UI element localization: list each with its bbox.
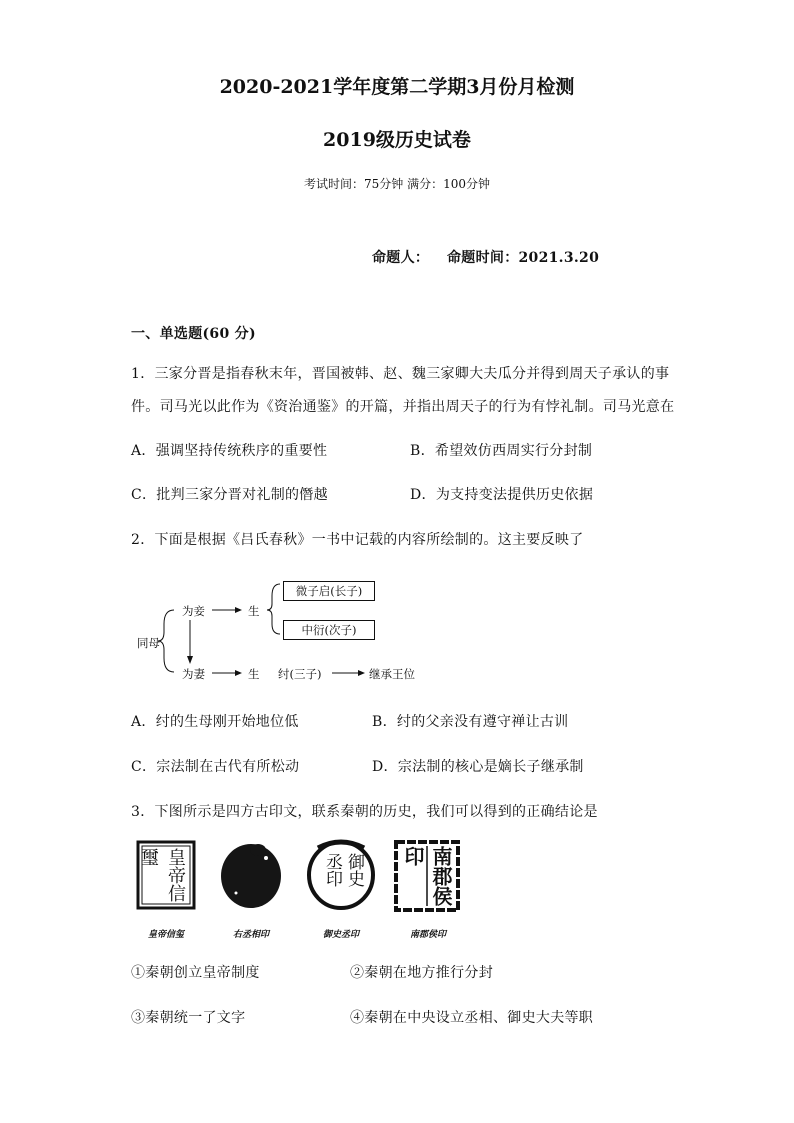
seal-caption-4: 南郡侯印 <box>409 930 446 940</box>
seal-caption-2: 右丞相印 <box>232 930 269 940</box>
q2-option-a: A．纣的生母刚开始地位低 <box>131 714 299 730</box>
seal-2-blob <box>218 838 284 912</box>
seal-caption-3: 御史丞印 <box>322 930 359 940</box>
seal-image-2 <box>218 838 284 912</box>
exam-title: 2020-2021学年度第二学期3月份月检测 <box>219 76 575 98</box>
diagram-son1: 微子启(长子) <box>295 584 363 598</box>
section-heading: 一、单选题(60 分) <box>131 326 256 342</box>
diagram-son2-box <box>283 620 375 640</box>
seal-image-3 <box>306 838 376 910</box>
setter-label: 命题人： <box>372 250 430 266</box>
q3-statement-1: ①秦朝创立皇帝制度 <box>131 965 260 981</box>
q1-option-b: B．希望效仿西周实行分封制 <box>410 443 593 459</box>
q1-stem-line2: 件。司马光以此作为《资治通鉴》的开篇，并指出周天子的行为有悖礼制。司马光意在 <box>131 399 675 415</box>
seal-3-glyphs: 御史丞印 <box>322 853 364 887</box>
q3-statement-2: ②秦朝在地方推行分封 <box>350 965 493 981</box>
setter-date: 命题时间：2021.3.20 <box>447 250 600 266</box>
q2-option-b: B．纣的父亲没有遵守禅让古训 <box>372 714 569 730</box>
diagram-son2: 中衍(次子) <box>301 623 357 637</box>
q3-statement-3: ③秦朝统一了文字 <box>131 1010 246 1026</box>
q2-option-d: D．宗法制的核心是嫡长子继承制 <box>372 759 584 775</box>
exam-info: 考试时间：75分钟 满分：100分钟 <box>304 177 490 191</box>
diagram-son1-box <box>283 581 375 601</box>
q3-statement-4: ④秦朝在中央设立丞相、御史大夫等职 <box>350 1010 594 1026</box>
q2-option-c: C．宗法制在古代有所松动 <box>131 759 300 775</box>
diagram-birth-top: 生 <box>248 604 260 618</box>
diagram-birth-bottom: 生 <box>248 667 260 681</box>
seal-4-glyphs: 南郡侯印 <box>401 846 453 906</box>
seal-image-1 <box>136 840 196 910</box>
exam-subtitle: 2019级历史试卷 <box>323 129 471 151</box>
q1-stem-line1: 1．三家分晋是指春秋末年，晋国被韩、赵、魏三家卿大夫瓜分并得到周天子承认的事 <box>131 366 670 382</box>
seal-image-4 <box>394 840 460 912</box>
q1-option-c: C．批判三家分晋对礼制的僭越 <box>131 487 328 503</box>
q3-stem: 3．下图所示是四方古印文，联系秦朝的历史，我们可以得到的正确结论是 <box>131 804 598 820</box>
diagram-wife: 为妻 <box>182 667 205 681</box>
seal-caption-1: 皇帝信玺 <box>147 930 184 940</box>
diagram-succession: 继承王位 <box>369 667 415 681</box>
diagram-root: 同母 <box>137 636 160 650</box>
q1-option-d: D．为支持变法提供历史依据 <box>410 487 594 503</box>
diagram-son3: 纣(三子) <box>278 667 322 681</box>
diagram-concubine: 为妾 <box>182 604 205 618</box>
q2-stem: 2．下面是根据《吕氏春秋》一书中记载的内容所绘制的。这主要反映了 <box>131 532 584 548</box>
seal-1-glyphs: 皇帝信璽 <box>138 848 186 902</box>
q1-option-a: A．强调坚持传统秩序的重要性 <box>131 443 328 459</box>
